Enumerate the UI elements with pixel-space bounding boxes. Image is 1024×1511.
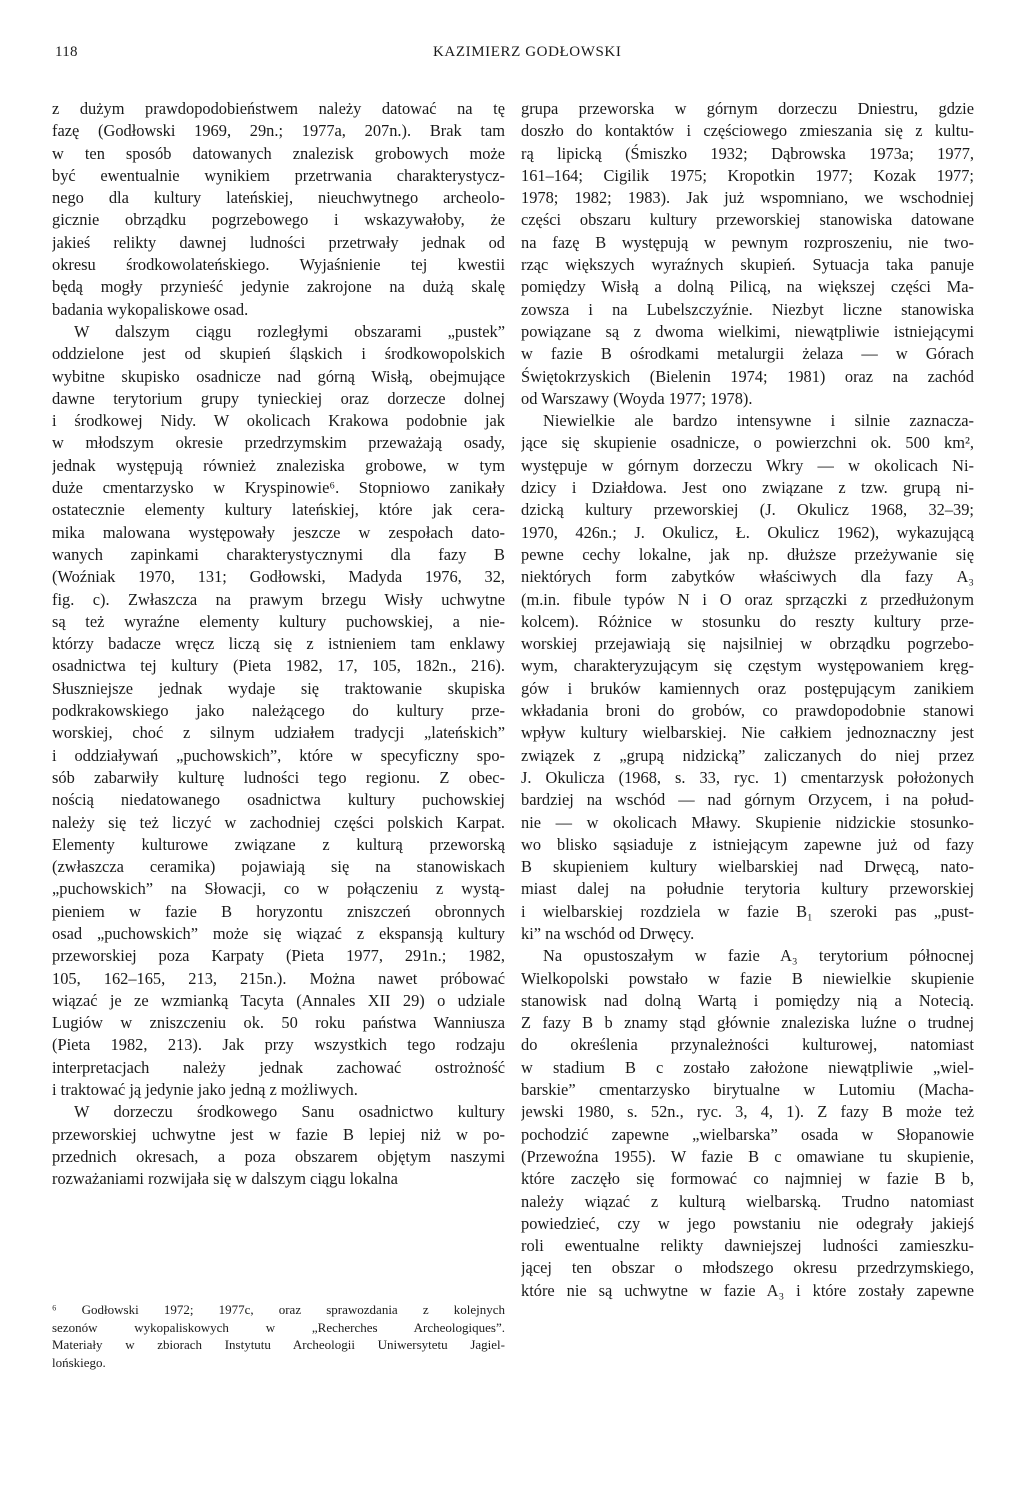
left-text-column — [52, 98, 505, 1191]
text-line: wym, charakteryzującym się częstym występowaniem kręg- — [521, 656, 974, 676]
text-line: W dorzeczu środkowego Sanu osadnictwo kultury — [74, 1102, 505, 1122]
text-line: niektórych form zabytków właściwych dla fazy A₃ — [521, 567, 974, 587]
text-line: gicznie obrządku pogrzebowego i wskazywałoby, że — [52, 210, 505, 230]
text-line: bardziej na wschód — nad górnym Orzycem, i na połud- — [521, 790, 974, 810]
text-line: które zaczęło się formować co najmniej w fazie B b, — [521, 1169, 974, 1189]
text-line: w ten sposób datowanych znalezisk grobowych może — [52, 143, 505, 163]
text-line: należy się też liczyć w zachodniej części polskich Karpat. — [52, 812, 505, 832]
text-line: związek z „grupą nidzicką” zaliczanych do niej przez — [521, 745, 974, 765]
text-line: występuje w górnym dorzeczu Wkry — w okolicach Ni- — [521, 455, 974, 475]
text-line: do określenia przynależności kulturowej, natomiast — [521, 1035, 974, 1055]
text-line: kolcem). Różnice w stosunku do reszty kultury prze- — [521, 611, 974, 631]
text-line: Niewielkie ale bardzo intensywne i silnie zaznacza- — [543, 411, 974, 431]
text-line: osadnictwa tej kultury (Pieta 1982, 17, 105, 182n., 216). — [52, 656, 505, 676]
footnote — [52, 1301, 505, 1371]
text-line: i środkowej Nidy. W okolicach Krakowa podobnie jak — [52, 411, 505, 431]
text-line: (zwłaszcza ceramika) pojawiają się na stanowiskach — [52, 857, 505, 877]
page-header — [0, 44, 1024, 68]
text-line: fig. c). Zwłaszcza na prawym brzegu Wisły uchwytne — [52, 589, 505, 609]
text-line: rą lipicką (Śmiszko 1932; Dąbrowska 1973a; 1977, — [521, 143, 974, 163]
text-line: na fazę B występują w pewnym rozproszeniu, nie two- — [521, 232, 974, 252]
text-line: fazę (Godłowski 1969, 29n.; 1977a, 207n.). Brak tam — [52, 121, 505, 141]
text-line: pewne cechy lokalne, jak np. dłuższe przeżywanie się — [521, 544, 974, 564]
text-line: doszło do kontaktów i częściowego zmieszania się z kultu- — [521, 121, 974, 141]
text-line: ki” na wschód od Drwęcy. — [521, 923, 695, 943]
text-line: worskiej przejawiają się najsilniej w obrządku pogrzebo- — [521, 634, 974, 654]
text-line: które nie są uchwytne w fazie A₃ i które zostały zapewne — [521, 1280, 974, 1300]
footnote-line: sezonów wykopaliskowych w „Recherches Archeologiques”. — [52, 1319, 505, 1335]
text-line: interpretacjach należy jednak zachować ostrożność — [52, 1057, 505, 1077]
text-line: worskiej, choć z silnym udziałem tradycji „lateńskich” — [52, 723, 505, 743]
text-line: Z fazy B b znamy stąd głównie znaleziska luźne o trudnej — [521, 1013, 974, 1033]
text-line: wybitne skupisko osadnicze nad górną Wisłą, obejmujące — [52, 366, 505, 386]
text-line: są też wyraźne elementy kultury puchowskiej, a nie- — [52, 611, 505, 631]
text-line: jące się skupienie osadnicze, o powierzchni ok. 500 km², — [521, 433, 974, 453]
text-line: sób zabarwiły kulturę ludności tego regionu. Z obec- — [52, 767, 505, 787]
text-line: i oddziaływań „puchowskich”, które w specyficzny spo- — [52, 745, 505, 765]
text-line: 1978; 1982; 1983). Jak już wspomniano, we wschodniej — [521, 188, 974, 208]
text-line: jewski 1980, s. 52n., ryc. 3, 4, 1). Z fazy B może też — [521, 1102, 974, 1122]
text-line: barskie” cmentarzysko birytualne w Lutomiu (Macha- — [521, 1080, 974, 1100]
text-line: (Woźniak 1970, 131; Godłowski, Madyda 1976, 32, — [52, 567, 505, 587]
text-line: rząc większych wyraźnych skupień. Sytuacja taka panuje — [521, 255, 974, 275]
text-line: 105, 162–165, 213, 215n.). Można nawet próbować — [52, 968, 505, 988]
text-line: jakieś relikty dawnej ludności przetrwały jednak od — [52, 232, 505, 252]
text-line: okresu środkowolateńskiego. Wyjaśnienie tej kwestii — [52, 255, 505, 275]
text-line: w młodszym okresie przedrzymskim przeważają osady, — [52, 433, 505, 453]
text-line: jednak występują również znaleziska grobowe, w tym — [52, 455, 505, 475]
text-line: od Warszawy (Woyda 1977; 1978). — [521, 388, 753, 408]
text-line: wkładania broni do grobów, co prawdopodobnie stanowi — [521, 701, 974, 721]
text-line: mika malowana występowały jeszcze w zespołach dato- — [52, 522, 505, 542]
text-line: B skupieniem kultury wielbarskiej nad Drwęcą, nato- — [521, 857, 974, 877]
page-number: 118 — [55, 44, 78, 60]
text-line: (m.in. fibule typów N i O oraz sprzączki z przedłużonym — [521, 589, 974, 609]
text-line: miast dalej na południe terytoria kultury przeworskiej — [521, 879, 974, 899]
text-line: będą mogły przynieść jedynie zakrojone na dużą skalę — [52, 277, 505, 297]
text-line: 161–164; Cigilik 1975; Kropotkin 1977; Kozak 1977; — [521, 165, 974, 185]
text-line: gów i bruków kamiennych oraz postępującym zanikiem — [521, 678, 974, 698]
text-line: W dalszym ciągu rozległymi obszarami „pustek” — [74, 321, 505, 341]
text-line: przednich okresach, a poza obszarem objętym naszymi — [52, 1146, 505, 1166]
text-line: ostatecznie elementy kultury lateńskiej, które jak cera- — [52, 500, 505, 520]
text-line: osad „puchowskich” może się wiązać z ekspansją kultury — [52, 923, 505, 943]
footnote-line: ⁶ Godłowski 1972; 1977c, oraz sprawozdania z kolejnych — [52, 1302, 505, 1317]
text-line: Lugiów w zniszczeniu ok. 50 roku państwa Wanniusza — [52, 1013, 505, 1033]
text-line: którzy badacze wręcz liczą się z istnieniem tam enklawy — [52, 634, 505, 654]
footnote-line: Materiały w zbiorach Instytutu Archeologii Uniwersytetu Jagiel- — [52, 1337, 505, 1352]
text-line: grupa przeworska w górnym dorzeczu Dniestru, gdzie — [521, 99, 974, 118]
text-line: dzicką kultury przeworskiej (J. Okulicz 1968, 32–39; — [521, 500, 974, 520]
text-line: z dużym prawdopodobieństwem należy datować na tę — [52, 99, 505, 118]
text-line: podkrakowskiego jako należącego do kultury prze- — [52, 701, 505, 721]
running-head: KAZIMIERZ GODŁOWSKI — [433, 44, 622, 60]
text-line: J. Okulicza (1968, s. 33, ryc. 1) cmentarzysk położonych — [521, 767, 974, 787]
text-line: powiedzieć, czy w jego powstaniu nie odegrały jakiejś — [521, 1213, 974, 1233]
text-line: jącej ten obszar o młodszego okresu przedrzymskiego, — [521, 1258, 974, 1278]
text-line: Elementy kulturowe związane z kulturą przeworską — [52, 834, 505, 854]
text-line: przeworskiej poza Karpaty (Pieta 1977, 291n.; 1982, — [52, 946, 505, 966]
text-line: pomiędzy Wisłą a dolną Pilicą, na większej części Ma- — [521, 277, 974, 297]
right-text-column — [521, 98, 974, 1302]
text-line: i wielbarskiej rozdziela w fazie B₁ szeroki pas „pust- — [521, 901, 974, 921]
text-line: nego dla kultury lateńskiej, nieuchwytnego archeolo- — [52, 188, 505, 208]
text-line: zowsza i na Lubelszczyźnie. Niezbyt liczne stanowiska — [521, 299, 974, 319]
text-line: dzicy i Działdowa. Jest ono związane z tzw. grupą ni- — [521, 478, 974, 498]
text-line: pochodzić zapewne „wielbarska” osada w Słopanowie — [521, 1124, 974, 1144]
text-line: (Pieta 1982, 213). Jak przy wszystkich tego rodzaju — [52, 1035, 505, 1055]
text-line: części obszaru kultury przeworskiej stanowiska datowane — [521, 210, 974, 230]
text-line: powiązane są z dwoma wielkimi, niewątpliwie istniejącymi — [521, 321, 974, 341]
text-line: wanych zapinkami charakterystycznymi dla fazy B — [52, 544, 505, 564]
text-line: wo blisko sąsiaduje z istniejącym zapewne już od fazy — [521, 834, 974, 854]
footnote-line: lońskiego. — [52, 1354, 106, 1370]
text-line: wpływ kultury wielbarskiej. Nie całkiem jednoznaczny jest — [521, 723, 974, 743]
text-line: być ewentualnie wynikiem przetrwania charakterystycz- — [52, 165, 505, 185]
text-line: duże cmentarzysko w Kryspinowie⁶. Stopniowo zanikały — [52, 478, 505, 498]
text-line: w fazie B ośrodkami metalurgii żelaza — w Górach — [521, 344, 974, 364]
text-line: Na opustoszałym w fazie A₃ terytorium północnej — [543, 946, 974, 966]
text-line: przeworskiej uchwytne jest w fazie B lepiej niż w po- — [52, 1124, 505, 1144]
text-line: (Przewoźna 1955). W fazie B c omawiane tu skupienie, — [521, 1146, 974, 1166]
text-line: nością niedatowanego osadnictwa kultury puchowskiej — [52, 790, 505, 810]
text-line: roli ewentualne relikty dawniejszej ludności zamieszku- — [521, 1236, 974, 1256]
text-line: Wielkopolski powstało w fazie B niewielkie skupienie — [521, 968, 974, 988]
text-line: pieniem w fazie B horyzontu zniszczeń obronnych — [52, 901, 505, 921]
text-line: wiązać je ze wzmianką Tacyta (Annales XII 29) o udziale — [52, 990, 505, 1010]
text-line: w stadium B c zostało założone niewątpliwie „wiel- — [521, 1057, 974, 1077]
text-line: oddzielone jest od skupień śląskich i środkowopolskich — [52, 344, 505, 364]
text-line: nie — w okolicach Mławy. Skupienie nidzickie stosunko- — [521, 812, 974, 832]
text-line: Świętokrzyskich (Bielenin 1974; 1981) oraz na zachód — [521, 366, 974, 386]
text-line: badania wykopaliskowe osad. — [52, 299, 249, 319]
text-line: i traktować ją jedynie jako jedną z możliwych. — [52, 1080, 358, 1100]
text-line: Słuszniejsze jednak wydaje się traktowanie skupiska — [52, 678, 505, 698]
text-line: rozważaniami rozwijała się w dalszym ciągu lokalna — [52, 1169, 398, 1189]
text-line: dawne terytorium grupy tynieckiej oraz dorzecze dolnej — [52, 388, 505, 408]
text-line: stanowisk nad dolną Wartą i pomiędzy nią a Notecią. — [521, 990, 974, 1010]
text-line: 1970, 426n.; J. Okulicz, Ł. Okulicz 1962), wykazującą — [521, 522, 974, 542]
text-line: należy wiązać z kulturą wielbarską. Trudno natomiast — [521, 1191, 974, 1211]
text-line: „puchowskich” na Słowacji, co w połączeniu z wystą- — [52, 879, 505, 899]
